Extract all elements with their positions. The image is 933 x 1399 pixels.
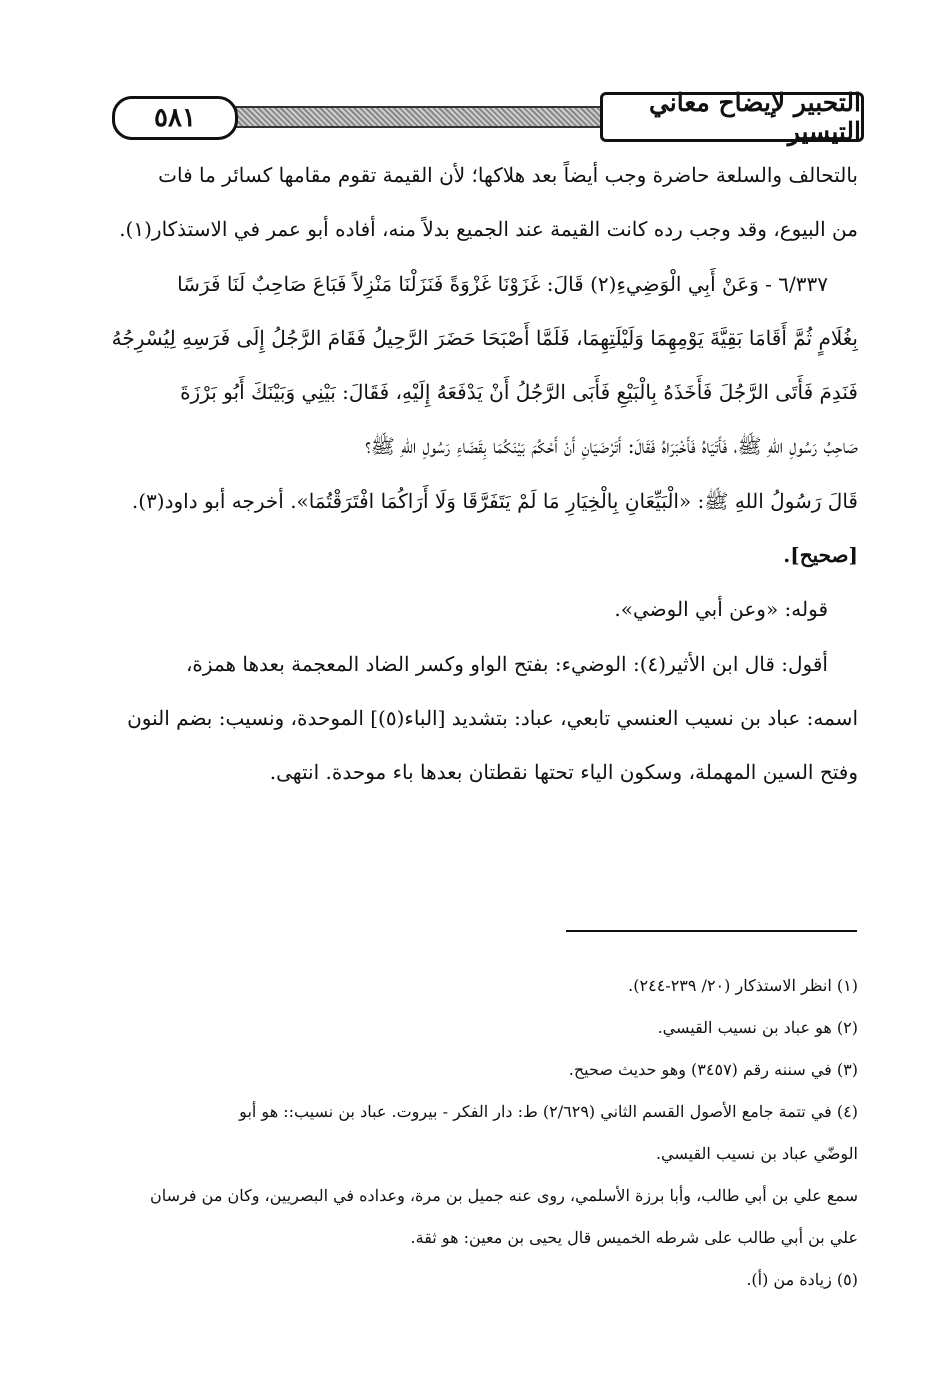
page-header	[82, 88, 864, 146]
text-line: من البيوع، وقد وجب رده كانت القيمة عند الجميع بدلاً منه، أفاده أبو عمر في الاستذكار(١).	[119, 217, 858, 242]
commentary-line: أقول: قال ابن الأثير(٤): الوضيء: بفتح الواو وكسر الضاد المعجمة بعدها همزة،	[185, 651, 828, 676]
book-title: التحبير لإيضاح معاني التيسير	[600, 92, 864, 142]
hadith-line: ٦/٣٣٧ - وَعَنْ أَبِي الْوَضِيءِ(٢) قَالَ: غَزَوْنَا غَزْوَةً فَنَزَلْنَا مَنْزِلاً فَبَاعَ صَاحِبٌ لَنَا فَرَسًا	[177, 271, 828, 296]
footnote: (٣) في سننه رقم (٣٤٥٧) وهو حديث صحيح.	[568, 1060, 858, 1079]
commentary-heading: قوله: «وعن أبي الوضي».	[614, 597, 828, 622]
footnote: (٥) زيادة من (أ).	[746, 1270, 858, 1289]
commentary-line: اسمه: عباد بن نسيب العنسي تابعي، عباد: بتشديد [الباء(٥)] الموحدة، ونسيب: بضم النون	[127, 705, 858, 730]
grading-label: [صحيح].	[783, 543, 858, 568]
footnote: (٢) هو عباد بن نسيب القيسي.	[657, 1018, 858, 1037]
hadith-line: قَالَ رَسُولُ اللهِ ﷺ: «الْبَيِّعَانِ بِالْخِيَارِ مَا لَمْ يَتَفَرَّقَا وَلَا أَرَاكُمَا افْتَرَقْتُمَا». أخرجه أبو داود(٣).	[131, 488, 858, 513]
footnotes	[88, 968, 858, 1298]
main-text	[88, 148, 858, 800]
text-line: بالتحالف والسلعة حاضرة وجب أيضاً بعد هلاكها؛ لأن القيمة تقوم مقامها كسائر ما فات	[158, 163, 858, 187]
hadith-line: فَنَدِمَ فَأَتَى الرَّجُلَ فَأَخَذَهُ بِالْبَيْعِ فَأَبَى الرَّجُلُ أَنْ يَدْفَعَهُ إِلَيْهِ، فَقَالَ: بَيْنِي وَبَيْنَكَ أَبُو بَرْزَةَ	[180, 380, 858, 405]
footnote-continuation: الوضّي عباد بن نسيب القيسي.	[655, 1144, 858, 1163]
hadith-line: بِغُلَامٍ ثُمَّ أَقَامَا بَقِيَّةَ يَوْمِهِمَا وَلَيْلَتِهِمَا، فَلَمَّا أَصْبَحَا حَضَرَ الرَّحِيلُ فَقَامَ الرَّجُلُ إِلَى فَرَسِهِ لِيُسْرِجُهُ	[111, 325, 858, 350]
hadith-line: صَاحِبُ رَسُولِ اللهِ ﷺ، فَأَتَيَاهُ فَأَخْبَرَاهُ فَقَالَ: أَتَرْضَيَانِ أَنْ أَحْكُمَ بَيْنَكُمَا بِقَضَاءِ رَسُولِ اللهِ ﷺ؟	[365, 434, 858, 459]
footnote-continuation: علي بن أبي طالب على شرطه الخميس قال يحيى بن معين: هو ثقة.	[410, 1228, 858, 1247]
footnote-separator	[566, 930, 857, 932]
commentary-line: وفتح السين المهملة، وسكون الياء تحتها نقطتان بعدها باء موحدة. انتهى.	[269, 760, 858, 785]
footnote: (٤) في تتمة جامع الأصول القسم الثاني (٢/٦٢٩) ط: دار الفكر - بيروت. عباد بن نسيب:: هو أبو	[239, 1102, 858, 1121]
footnote-continuation: سمع علي بن أبي طالب، وأبا برزة الأسلمي، روى عنه جميل بن مرة، وعداده في البصريين، وكان من فرسان	[150, 1186, 858, 1205]
page-number: ٥٨١	[112, 96, 238, 140]
footnote: (١) انظر الاستذكار (٢٠/ ٢٣٩-٢٤٤).	[628, 976, 858, 995]
